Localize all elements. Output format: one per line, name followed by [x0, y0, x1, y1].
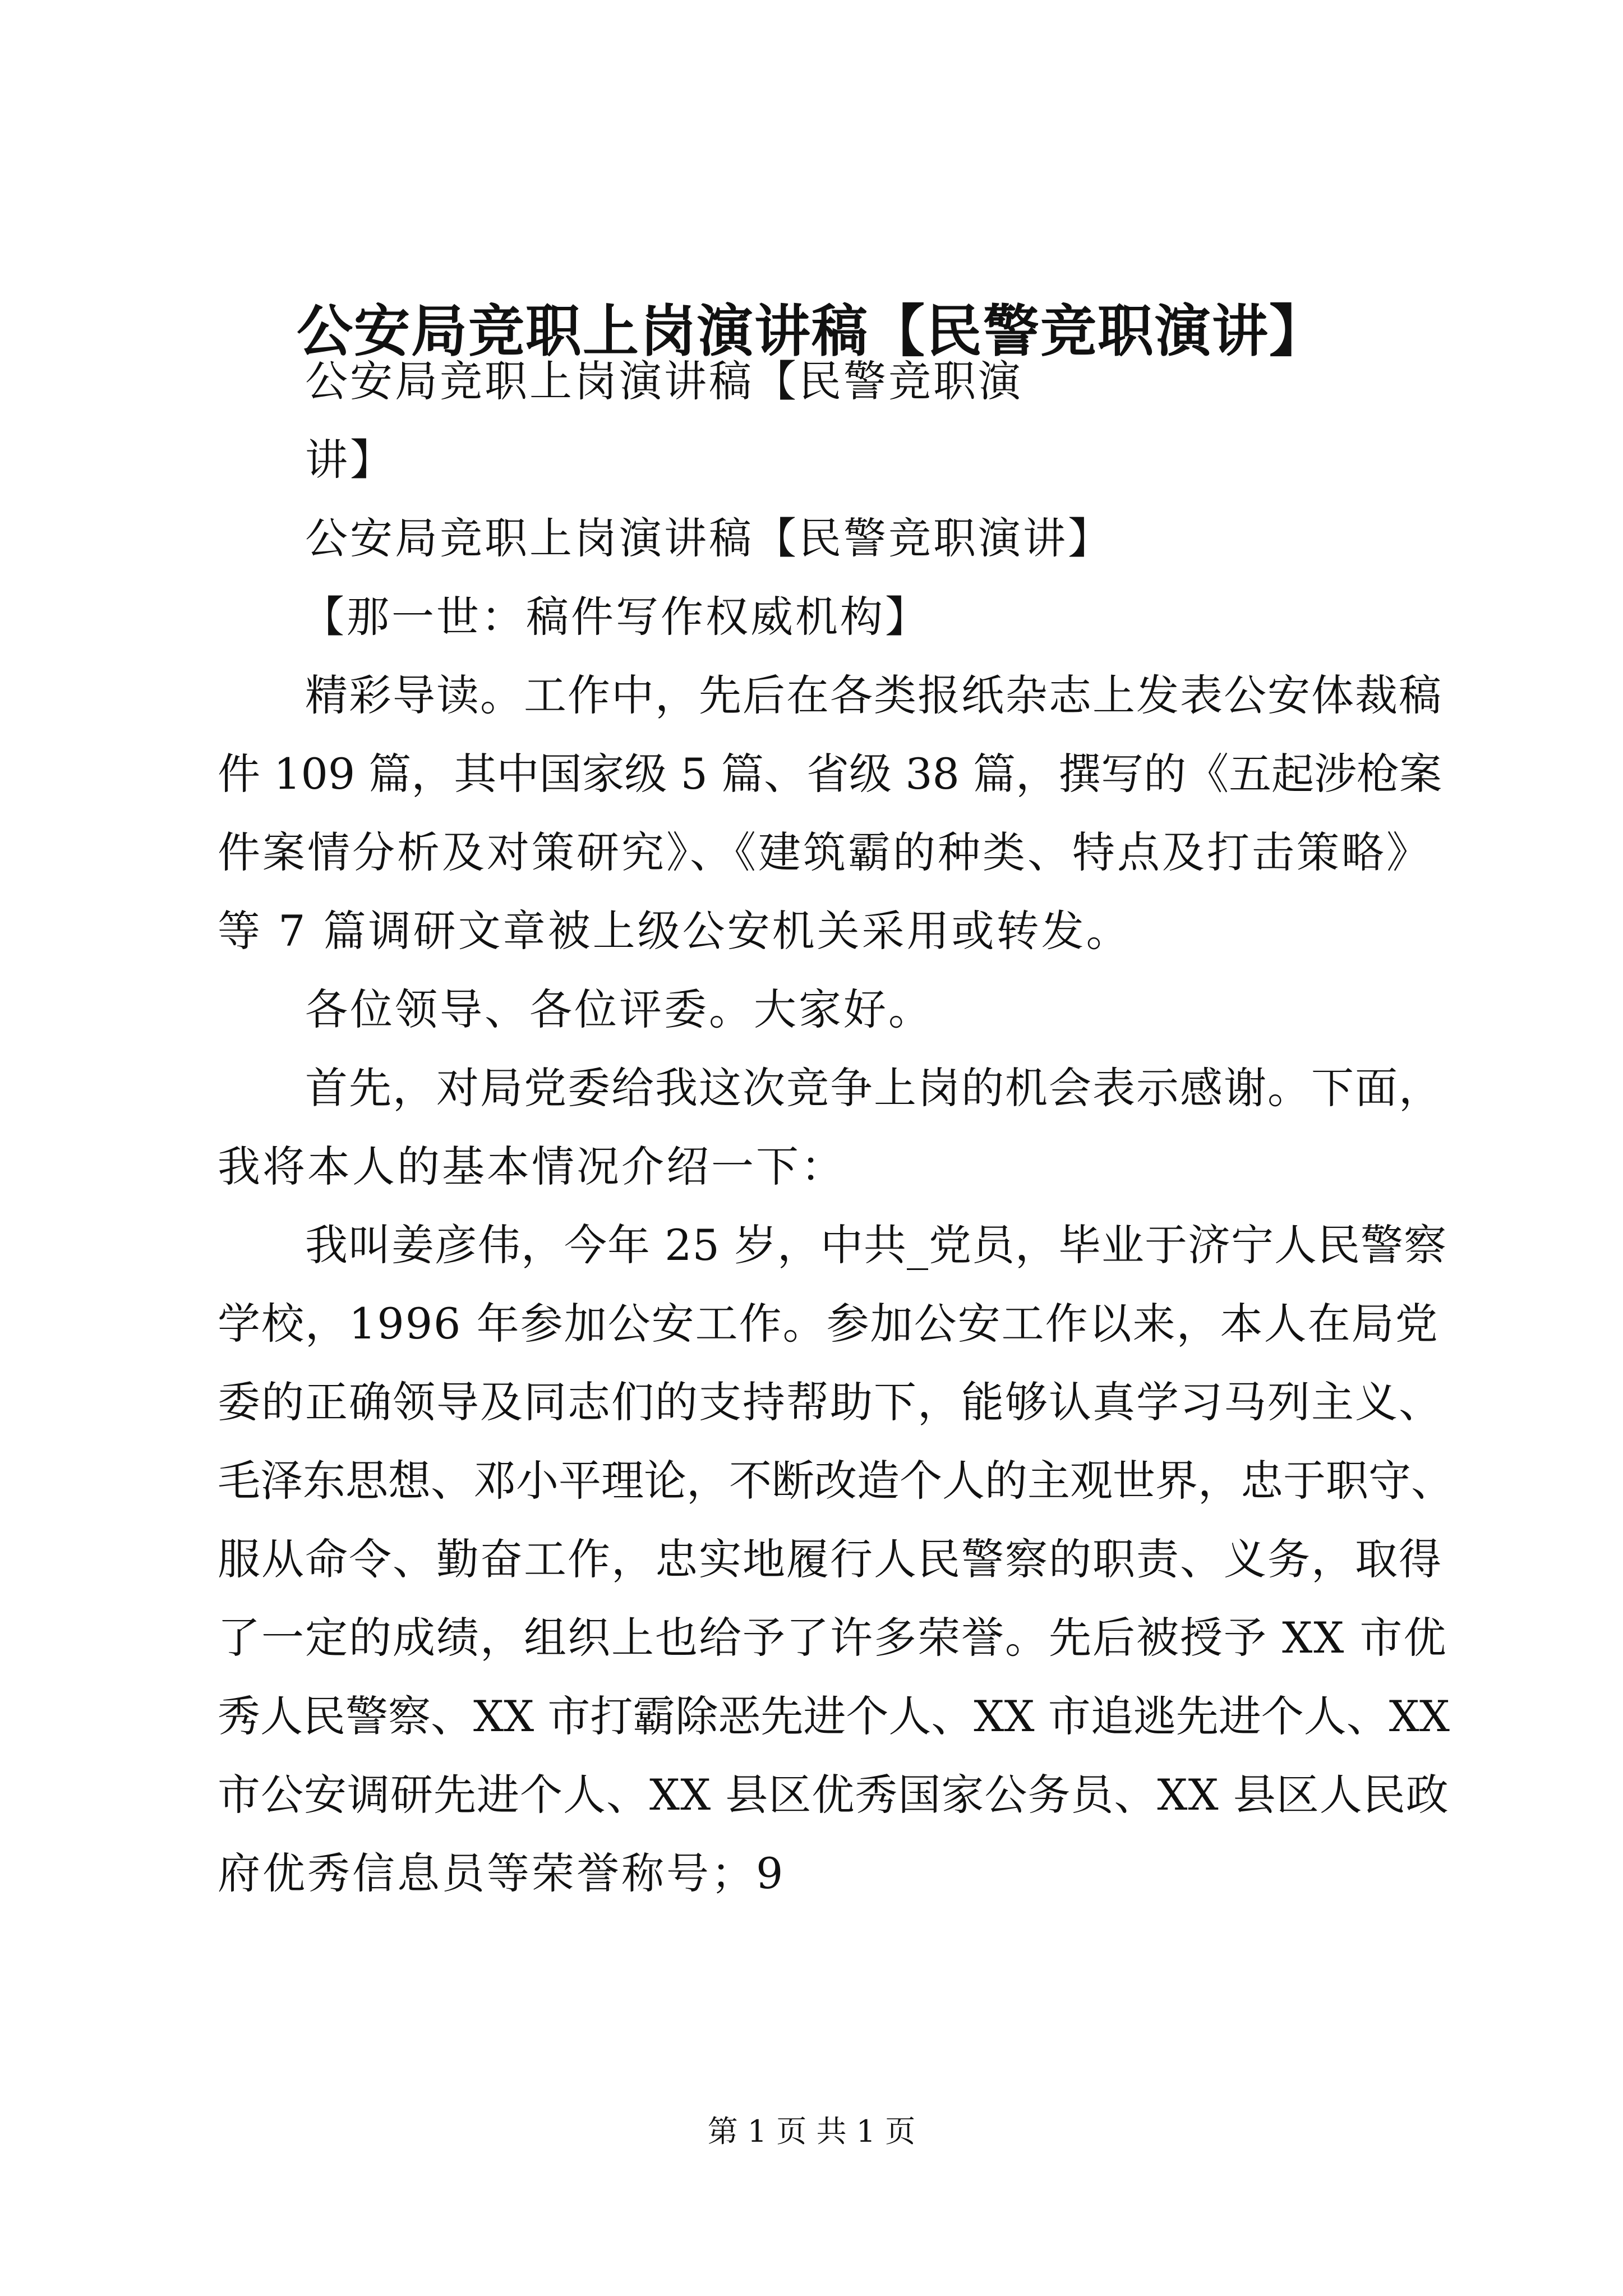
body-line-12: 我叫姜彦伟，今年 25 岁，中共_党员，毕业于济宁人民警察: [305, 1220, 1447, 1270]
body-line-1: 公安局竞职上岗演讲稿【民警竞职演: [305, 356, 1023, 406]
body-line-4: 【那一世：稿件写作权威机构】: [302, 592, 930, 642]
body-line-10: 首先，对局党委给我这次竞争上岗的机会表示感谢。下面，: [305, 1063, 1442, 1113]
body-line-13: 学校，1996 年参加公安工作。参加公安工作以来，本人在局党: [218, 1299, 1439, 1349]
body-line-18: 秀人民警察、XX 市打霸除恶先进个人、XX 市追逃先进个人、XX: [218, 1691, 1450, 1741]
document-title: 公安局竞职上岗演讲稿【民警竞职演讲】: [297, 298, 1326, 364]
body-line-16: 服从命令、勤奋工作，忠实地履行人民警察的职责、义务，取得: [218, 1534, 1442, 1584]
body-line-17: 了一定的成绩，组织上也给予了许多荣誉。先后被授予 XX 市优: [218, 1613, 1447, 1663]
body-line-11: 我将本人的基本情况介绍一下：: [218, 1142, 846, 1191]
page-footer: 第 1 页 共 1 页: [707, 2114, 916, 2149]
body-line-2: 讲】: [305, 435, 395, 485]
body-line-6: 件 109 篇，其中国家级 5 篇、省级 38 篇，撰写的《五起涉枪案: [218, 749, 1442, 799]
body-line-8: 等 7 篇调研文章被上级公安机关采用或转发。: [218, 906, 1131, 956]
body-line-19: 市公安调研先进个人、XX 县区优秀国家公务员、XX 县区人民政: [218, 1770, 1449, 1820]
body-line-5: 精彩导读。工作中，先后在各类报纸杂志上发表公安体裁稿: [305, 670, 1442, 720]
body-line-20: 府优秀信息员等荣誉称号；9: [218, 1848, 786, 1898]
body-line-14: 委的正确领导及同志们的支持帮助下，能够认真学习马列主义、: [218, 1377, 1442, 1427]
body-line-9: 各位领导、各位评委。大家好。: [305, 984, 933, 1034]
body-line-15: 毛泽东思想、邓小平理论，不断改造个人的主观世界，忠于职守、: [218, 1456, 1454, 1506]
body-line-7: 件案情分析及对策研究》、《建筑霸的种类、特点及打击策略》: [218, 827, 1431, 877]
body-line-3: 公安局竞职上岗演讲稿【民警竞职演讲】: [305, 513, 1113, 563]
